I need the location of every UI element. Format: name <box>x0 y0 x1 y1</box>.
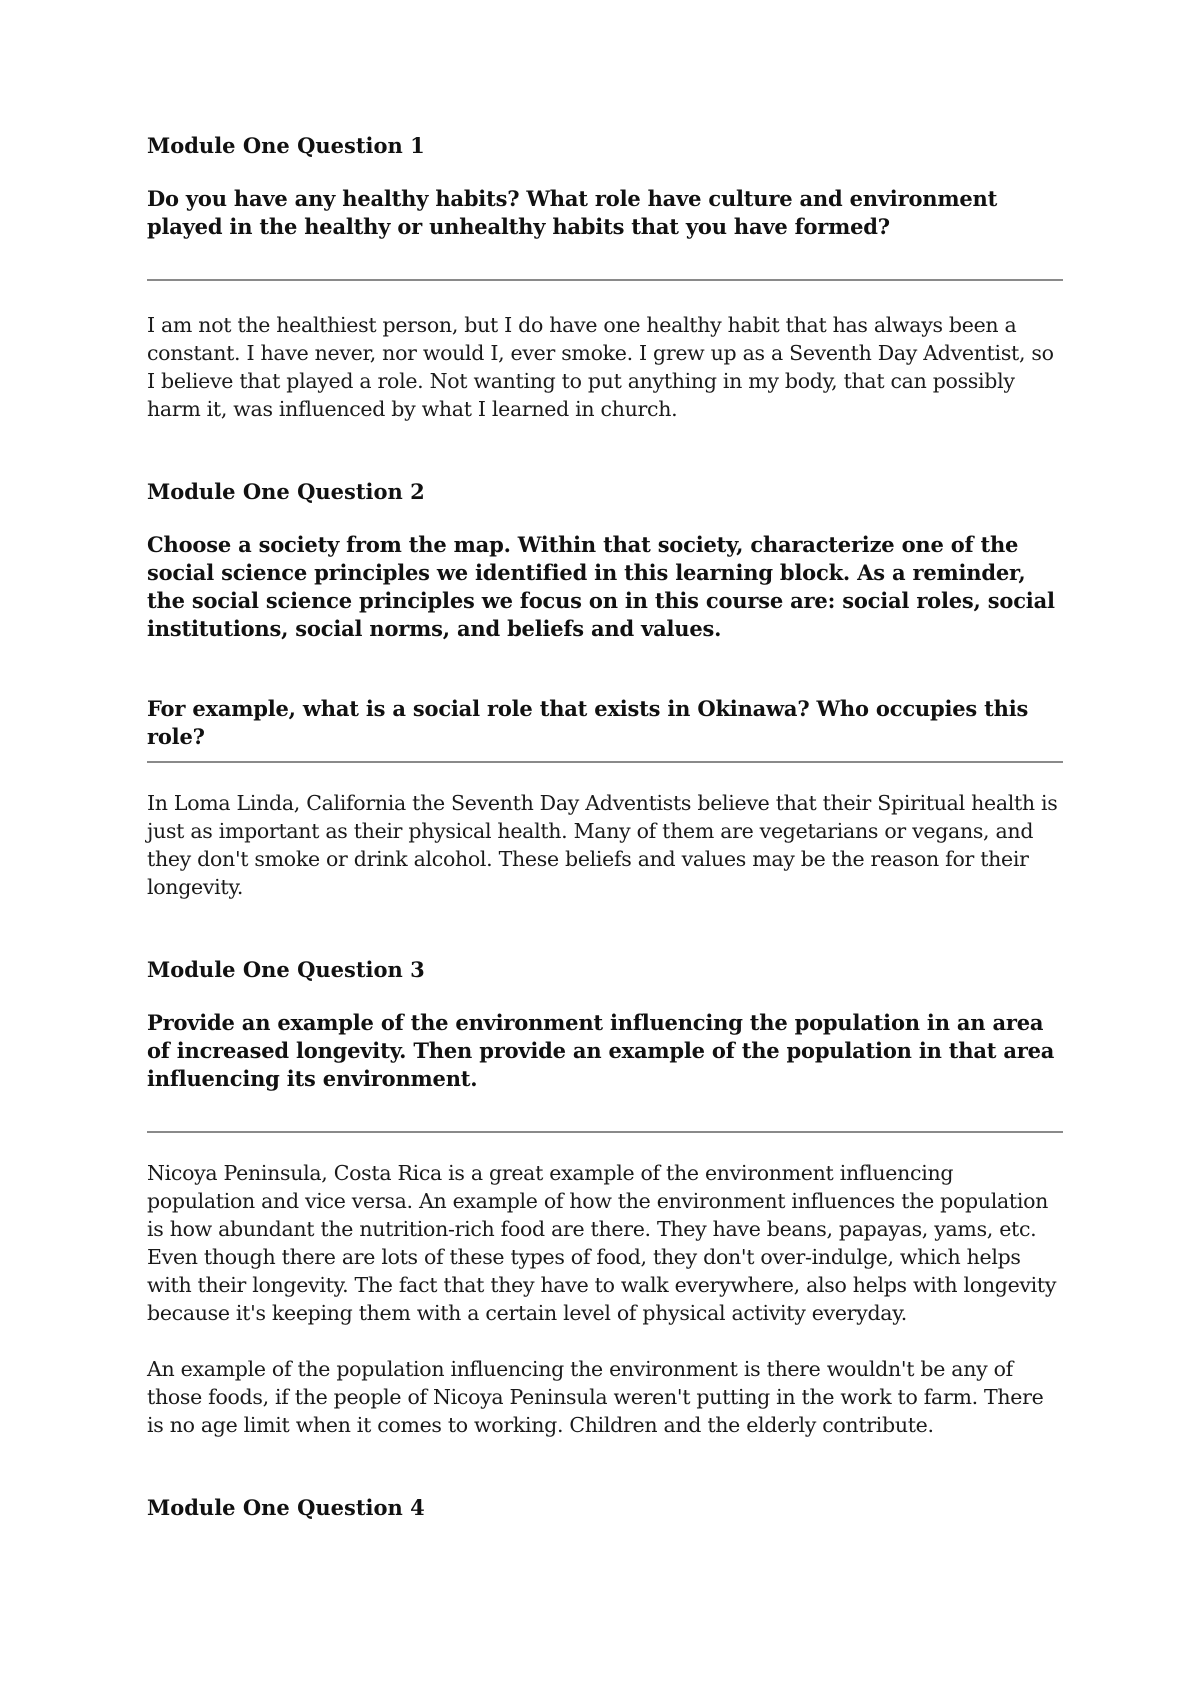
document-page <box>147 132 1063 1522</box>
question-text-q3: Provide an example of the environment influencing the population in an area of increased longevity. Then provide an example of the population in that area influencing its environment. <box>147 1010 1055 1091</box>
section-title-q3: Module One Question 3 <box>147 957 425 982</box>
question-text-q2: Choose a society from the map. Within that society, characterize one of the social science principles we identified in this learning block. As a reminder, the social science principles we focus on in this course are: social roles, social institutions, social norms, and beliefs and values. <box>147 532 1055 641</box>
question-example-q2: For example, what is a social role that exists in Okinawa? Who occupies this role? <box>147 696 1029 749</box>
section-title-q2: Module One Question 2 <box>147 479 425 504</box>
divider-q1 <box>147 279 1063 281</box>
divider-q2 <box>147 761 1063 763</box>
section-title-q1: Module One Question 1 <box>147 133 425 158</box>
answer-text-q2: In Loma Linda, California the Seventh Day Adventists believe that their Spiritual health is just as important as their physical health. Many of them are vegetarians or vegans, and they don't smoke or drink alcohol. These beliefs and values may be the reason for their longevity. <box>147 791 1058 899</box>
answer-text-q3-paragraph-2: An example of the population influencing the environment is there wouldn't be any of those foods, if the people of Nicoya Peninsula weren't putting in the work to farm. There is no age limit when it comes to working. Children and the elderly contribute. <box>147 1357 1044 1437</box>
answer-text-q1: I am not the healthiest person, but I do have one healthy habit that has always been a constant. I have never, nor would I, ever smoke. I grew up as a Seventh Day Adventist, so I believe that played a role. Not wanting to put anything in my body, that can possibly harm it, was influenced by what I learned in church. <box>147 313 1054 421</box>
section-title-q4: Module One Question 4 <box>147 1495 425 1520</box>
question-text-q1: Do you have any healthy habits? What role have culture and environment played in the healthy or unhealthy habits that you have formed? <box>147 186 998 239</box>
answer-text-q3-paragraph-1: Nicoya Peninsula, Costa Rica is a great example of the environment influencing population and vice versa. An example of how the environment influences the population is how abundant the nutrition-rich food are there. They have beans, papayas, yams, etc. Even though there are lots of these types of food, they don't over-indulge, which helps with their longevity. The fact that they have to walk everywhere, also helps with longevity because it's keeping them with a certain level of physical activity everyday. <box>147 1161 1057 1325</box>
divider-q3 <box>147 1131 1063 1133</box>
